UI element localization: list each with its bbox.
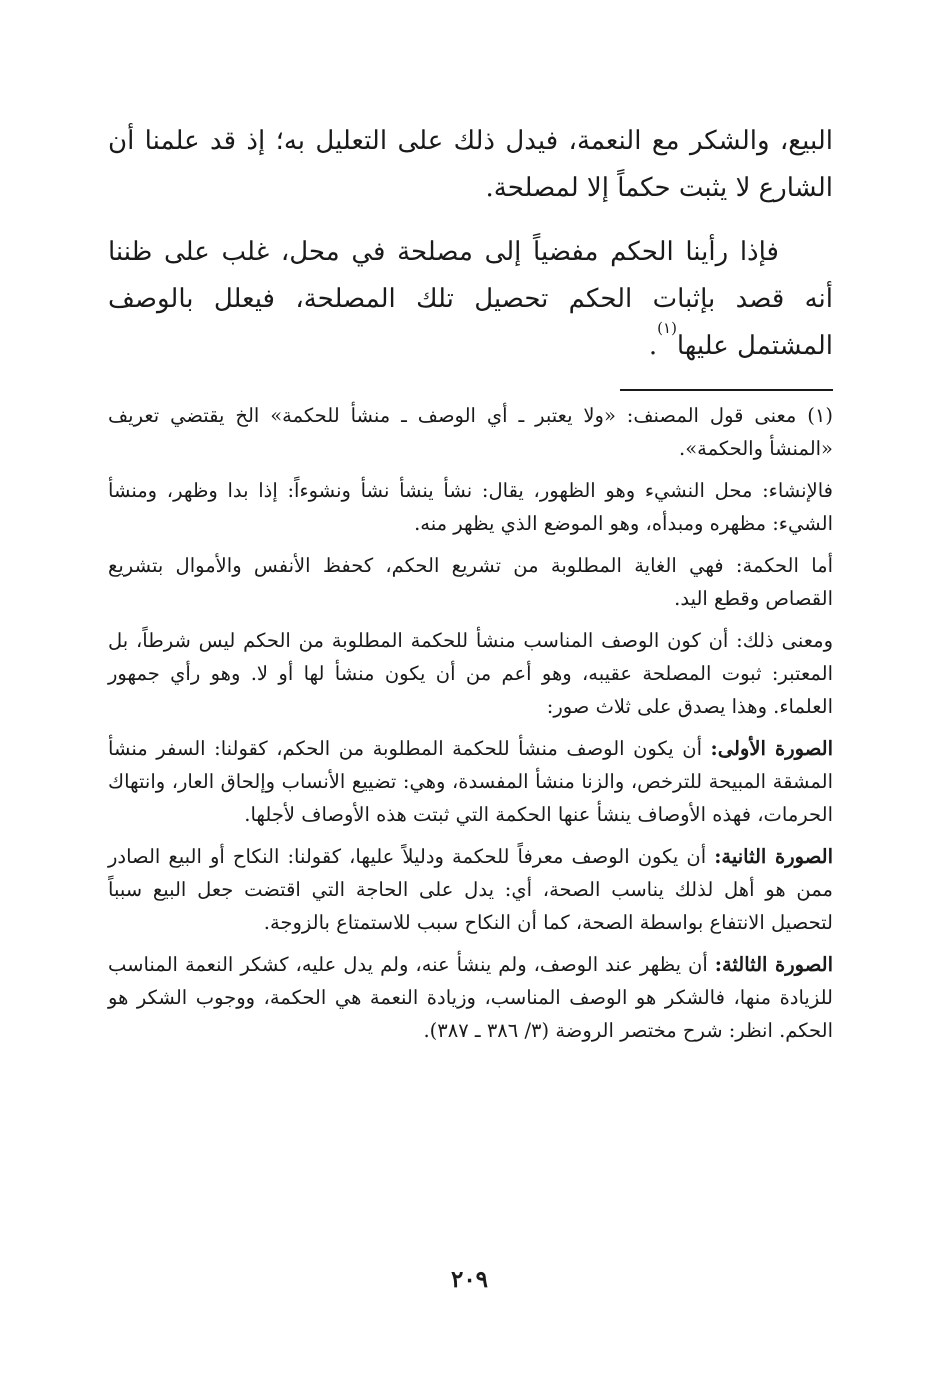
page-content	[108, 118, 833, 1047]
footnote-meaning	[108, 624, 833, 723]
footnote-separator	[620, 389, 833, 391]
footnote-form-2	[108, 840, 833, 939]
footnote-1-intro-text: معنى قول المصنف: «ولا يعتبر ـ أي الوصف ـ منشأ للحكمة» الخ يقتضي تعريف «المنشأ والحكمة».	[108, 404, 833, 460]
form-2-term: الصورة الثانية:	[714, 845, 833, 868]
form-3-text: أن يظهر عند الوصف، ولم ينشأ عنه، ولم يدل عليه، كشكر النعمة المناسب للزيادة منها، فالشكر هو الوصف المناسب، وزيادة النعمة هي الحكمة، ووجوب الشكر هو الحكم. انظر: شرح مختصر الروضة (٣/ ٣٨٦ ـ ٣٨٧).	[108, 953, 833, 1042]
page-number: ٢٠٩	[450, 1266, 489, 1293]
main-paragraph-1	[108, 118, 833, 212]
form-3-term: الصورة الثالثة:	[714, 953, 833, 976]
footnote-reference[interactable]: (١)	[657, 319, 677, 337]
footnote-meaning-text: ومعنى ذلك: أن كون الوصف المناسب منشأ للحكمة المطلوبة من الحكم ليس شرطاً، بل المعتبر: ثبوت المصلحة عقيبه، وهو أعم من أن يكون منشأ لها أو لا. وهو رأي جمهور العلماء. وهذا يصدق على ثلاث صور:	[108, 629, 833, 718]
footnote-insha-text: فالإنشاء: محل النشيء وهو الظهور، يقال: نشأ ينشأ نشأ ونشوءاً: إذا بدا وظهر، ومنشأ الشيء: مظهره ومبدأه، وهو الموضع الذي يظهر منه.	[108, 479, 833, 535]
footnote-form-1	[108, 732, 833, 831]
main-paragraph-2-text: فإذا رأينا الحكم مفضياً إلى مصلحة في محل، غلب على ظننا أنه قصد بإثبات الحكم تحصيل تلك المصلحة، فيعلل بالوصف المشتمل عليها	[108, 237, 833, 361]
footnote-hikma	[108, 549, 833, 615]
main-paragraph-2	[108, 229, 833, 370]
form-2-text: أن يكون الوصف معرفاً للحكمة ودليلاً عليها، كقولنا: النكاح أو البيع الصادر ممن هو أهل لذلك يناسب الصحة، أي: يدل على الحاجة التي اقتضت جعل البيع سبباً لتحصيل الانتفاع بواسطة الصحة، كما أن النكاح سبب للاستمتاع بالزوجة.	[108, 845, 833, 934]
main-paragraph-2-end: .	[648, 331, 658, 361]
footnote-1-intro	[108, 399, 833, 465]
footnote-form-3	[108, 948, 833, 1047]
form-1-text: أن يكون الوصف منشأ للحكمة المطلوبة من الحكم، كقولنا: السفر منشأ المشقة المبيحة للترخص، والزنا منشأ المفسدة، وهي: تضييع الأنساب وإلحاق العار، وانتهاك الحرمات، فهذه الأوصاف ينشأ عنها الحكمة التي ثبتت هذه الأوصاف لأجلها.	[108, 737, 833, 826]
form-1-term: الصورة الأولى:	[710, 737, 833, 760]
footnote-hikma-text: أما الحكمة: فهي الغاية المطلوبة من تشريع الحكم، كحفظ الأنفس والأموال بتشريع القصاص وقطع اليد.	[108, 554, 833, 610]
footnote-insha	[108, 474, 833, 540]
footnote-1-number: (١)	[807, 404, 833, 427]
footnotes	[108, 399, 833, 1047]
main-paragraph-1-text: البيع، والشكر مع النعمة، فيدل ذلك على التعليل به؛ إذ قد علمنا أن الشارع لا يثبت حكماً إلا لمصلحة.	[108, 126, 833, 203]
main-text	[108, 118, 833, 370]
